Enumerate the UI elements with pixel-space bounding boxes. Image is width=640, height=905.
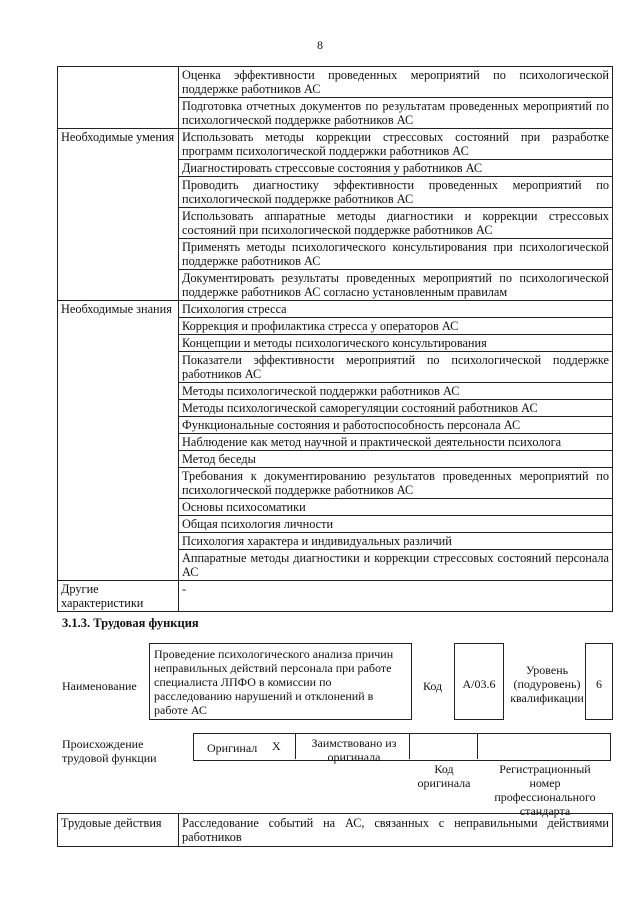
row-item: Функциональные состояния и работоспособность персонала АС [179, 417, 613, 434]
row-item: - [179, 581, 613, 612]
row-label [58, 67, 179, 129]
regnum-caption: Регистрационный номер профессионального стандарта [494, 762, 596, 818]
row-label: Необходимые умения [58, 129, 179, 301]
row-item: Методы психологической поддержки работников АС [179, 383, 613, 400]
row-item: Проводить диагностику эффективности проведенных мероприятий по психологической поддержке работников АС [179, 177, 613, 208]
code-original-caption: Код оригинала [417, 762, 471, 790]
row-item: Общая психология личности [179, 516, 613, 533]
labor-action-item: Расследование событий на АС, связанных с неправильными действиями работников [179, 814, 613, 847]
row-item: Использовать методы коррекции стрессовых состояний при разработке программ психологической поддержки работников АС [179, 129, 613, 160]
level-label: Уровень (подуровень) квалификации [510, 663, 584, 705]
borrowed-label: Заимствовано из оригинала [311, 736, 397, 764]
table-row [58, 67, 613, 98]
row-item: Оценка эффективности проведенных мероприятий по психологической поддержке работников АС [179, 67, 613, 98]
row-label: Другие характеристики [58, 581, 179, 612]
level-box [585, 643, 613, 720]
row-item: Аппаратные методы диагностики и коррекции стрессовых состояний персонала АС [179, 550, 613, 581]
row-item: Концепции и методы психологического консультирования [179, 335, 613, 352]
code-value: A/03.6 [462, 677, 496, 691]
row-item: Показатели эффективности мероприятий по психологической поддержке работников АС [179, 352, 613, 383]
code-box [454, 643, 504, 720]
row-item: Коррекция и профилактика стресса у операторов АС [179, 318, 613, 335]
name-box [149, 643, 412, 720]
row-item: Психология характера и индивидуальных различий [179, 533, 613, 550]
level-value: 6 [596, 677, 602, 691]
row-item: Наблюдение как метод научной и практической деятельности психолога [179, 434, 613, 451]
origin-divider-2 [409, 733, 410, 759]
section-title: 3.1.3. Трудовая функция [62, 616, 199, 630]
row-item: Диагностировать стрессовые состояния у работников АС [179, 160, 613, 177]
original-mark: X [272, 739, 281, 753]
row-item: Документировать результаты проведенных мероприятий по психологической поддержке работников АС согласно установленным правилам [179, 270, 613, 301]
labor-actions-table [57, 813, 613, 847]
row-item: Применять методы психологического консультирования при психологической поддержке работников АС [179, 239, 613, 270]
origin-divider-3 [477, 733, 478, 759]
table-row [58, 581, 613, 612]
row-item: Требования к документированию результатов проведенных мероприятий по психологической поддержке работников АС [179, 468, 613, 499]
row-item: Метод беседы [179, 451, 613, 468]
code-label: Код [423, 679, 443, 693]
table-row [58, 301, 613, 318]
labor-actions-label: Трудовые действия [58, 814, 179, 847]
origin-label: Происхождение трудовой функции [62, 737, 157, 765]
row-item: Подготовка отчетных документов по результатам проведенных мероприятий по психологической поддержке работников АС [179, 98, 613, 129]
page-number: 8 [317, 38, 323, 52]
row-label: Необходимые знания [58, 301, 179, 581]
name-label: Наименование [62, 679, 137, 693]
row-item: Основы психосоматики [179, 499, 613, 516]
row-item: Методы психологической саморегуляции состояний работников АС [179, 400, 613, 417]
table-row [58, 129, 613, 160]
function-name: Проведение психологического анализа причин неправильных действий персонала при работе специалиста ЛПФО в комиссии по расследованию нарушений и отклонений в работе АС [154, 647, 394, 717]
origin-divider-1 [295, 733, 296, 759]
requirements-table [57, 66, 613, 612]
original-label: Оригинал [207, 741, 258, 755]
row-item: Использовать аппаратные методы диагностики и коррекции стрессовых состояний при психологической поддержке работников АС [179, 208, 613, 239]
row-item: Психология стресса [179, 301, 613, 318]
